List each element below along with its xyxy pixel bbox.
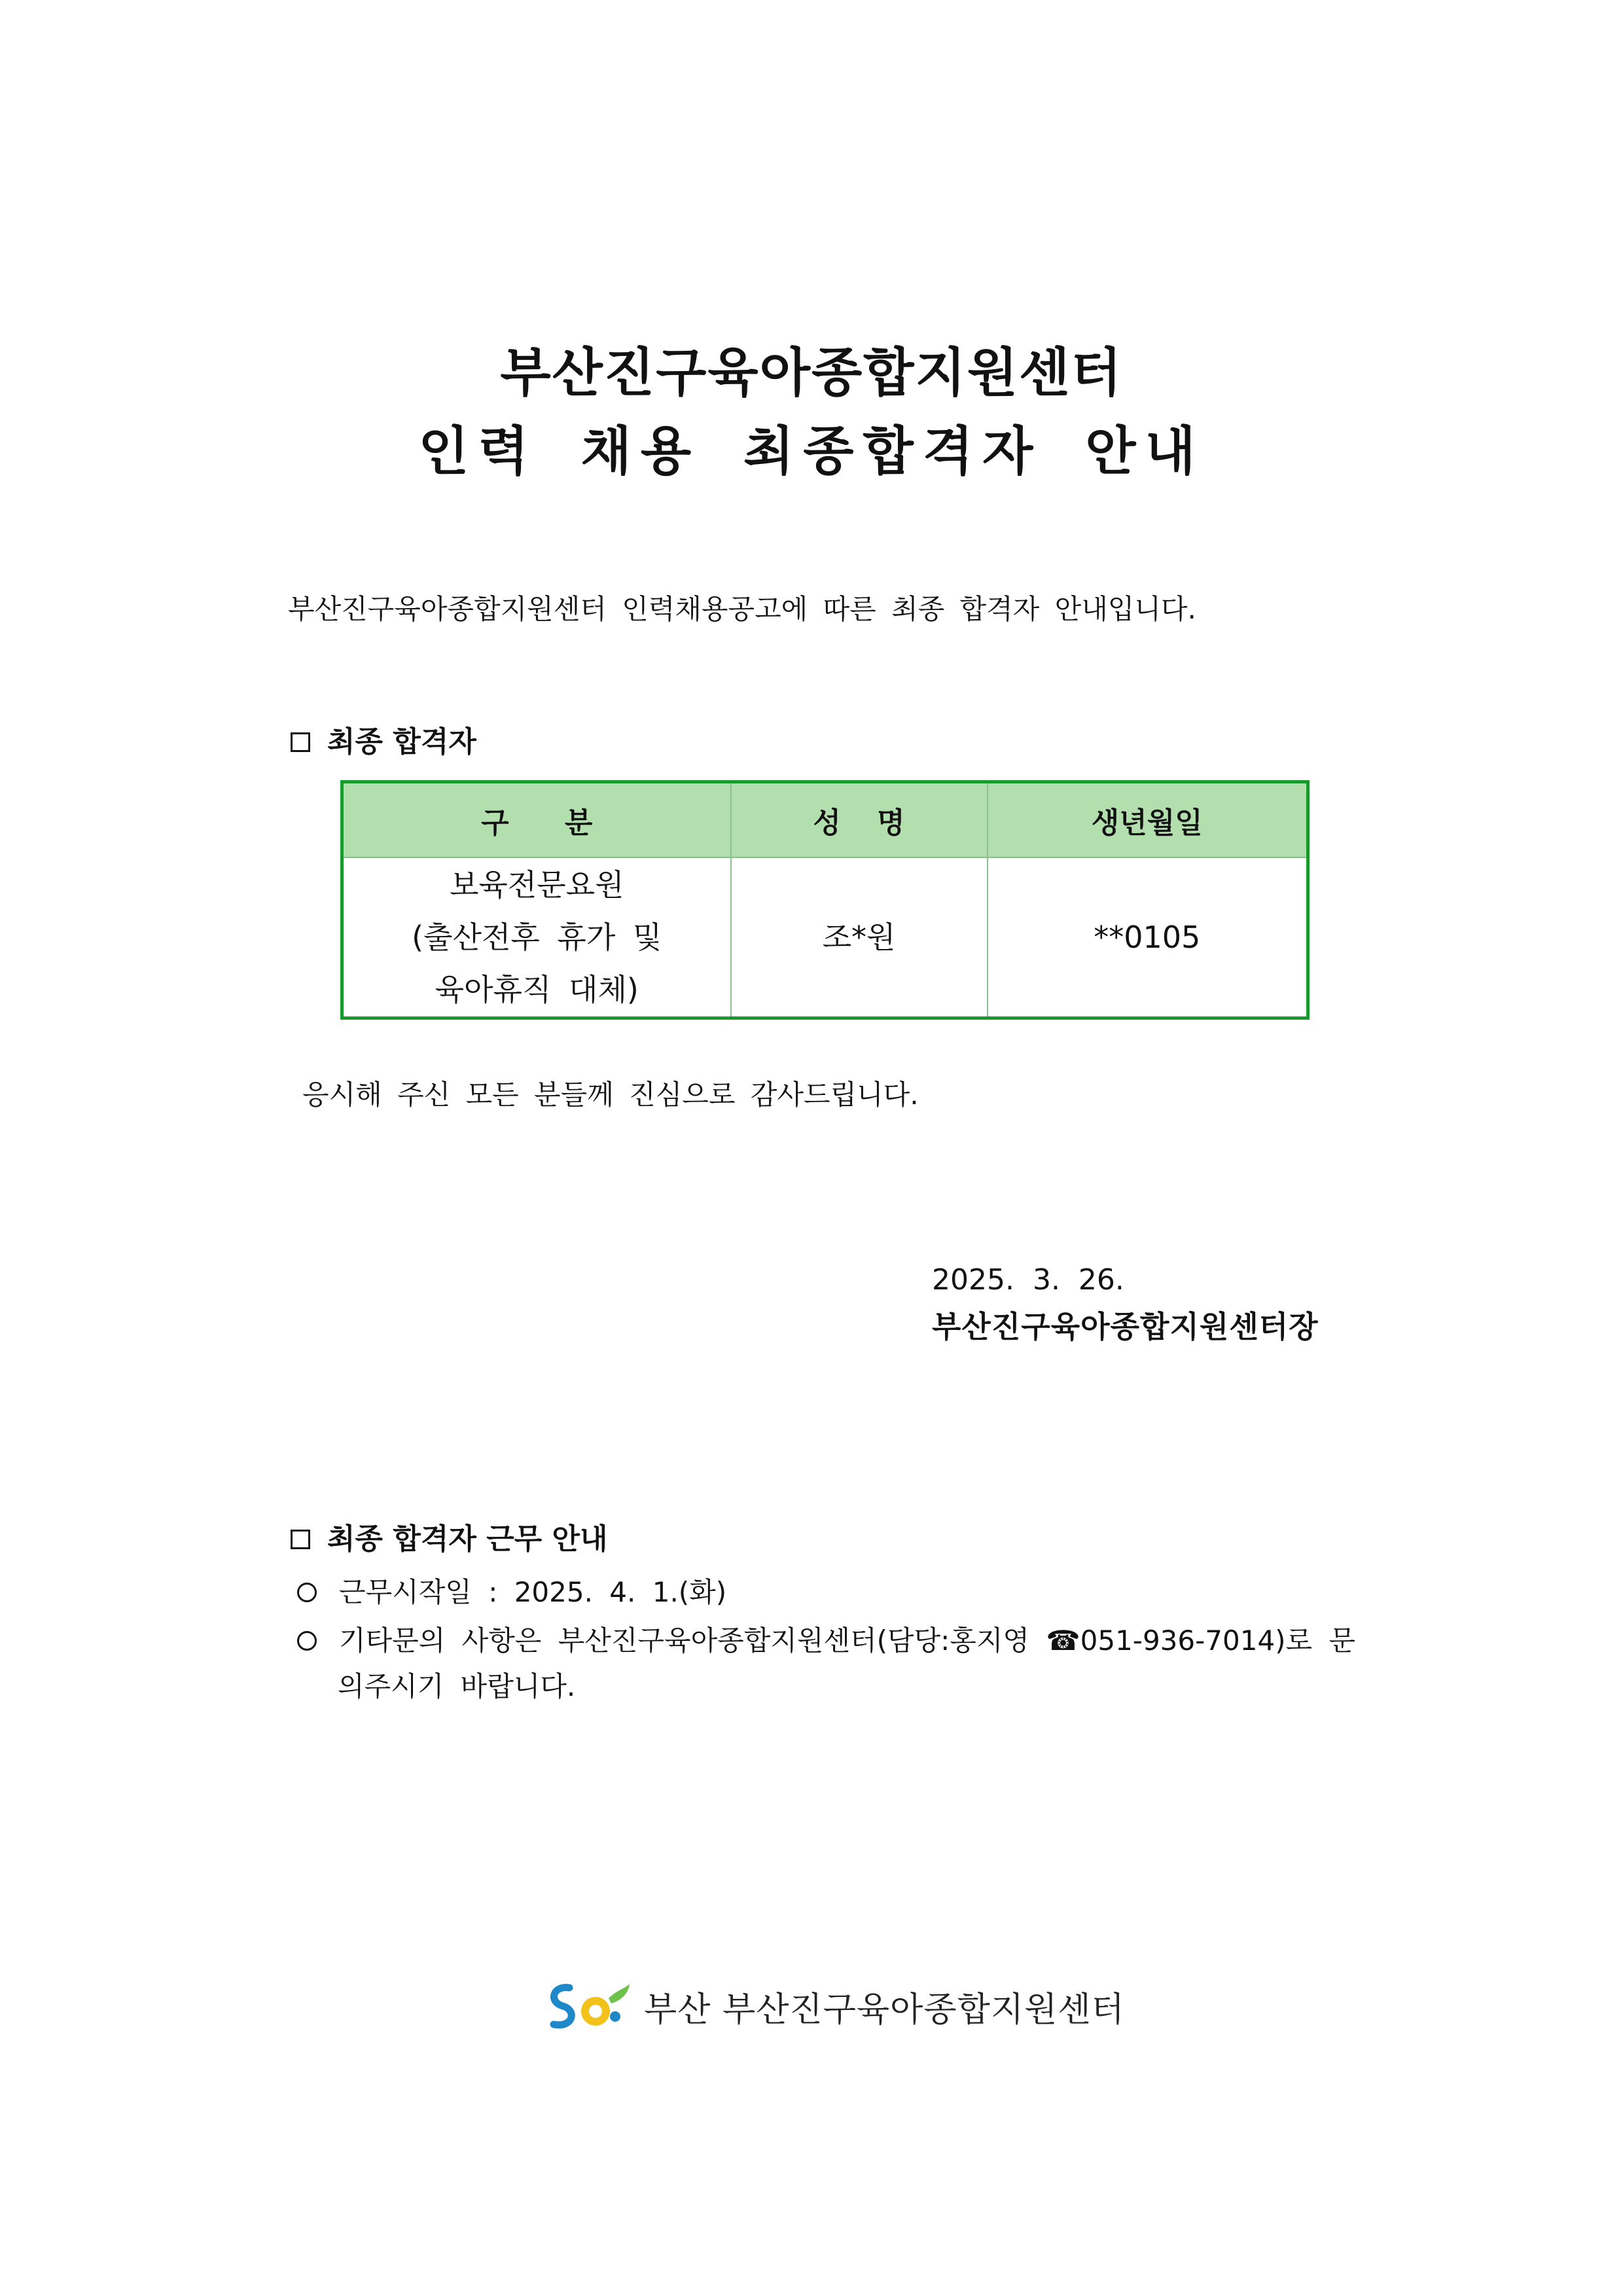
issue-date: 2025. 3. 26.: [932, 1263, 1124, 1297]
circle-bullet-icon: [297, 1583, 317, 1602]
category-line: 육아휴직 대체): [435, 972, 639, 1007]
center-logo-icon: [543, 1979, 632, 2034]
signer: 부산진구육아종합지원센터장: [932, 1309, 1319, 1344]
category-line: 보육전문요원: [449, 867, 624, 903]
result-table: [340, 780, 1310, 1020]
circle-bullet-icon: [297, 1631, 317, 1651]
checkbox-icon: [291, 1530, 310, 1549]
section-heading-final-passers: [291, 725, 476, 759]
column-header-category: 구 분: [342, 782, 731, 858]
cell-name: 조*원: [731, 857, 988, 1018]
footer-logo-text: 부산 부산진구육아종합지원센터: [644, 1990, 1125, 2030]
section-heading-work-info: [291, 1522, 608, 1556]
table-row: [342, 857, 1308, 1018]
footer-logo: [543, 1977, 1125, 2036]
list-item-text-continued: 의주시기 바랍니다.: [338, 1670, 576, 1702]
page-subtitle: 인력 채용 최종합격자 안내: [418, 421, 1205, 482]
table-header-row: [342, 782, 1308, 858]
intro-text: 부산진구육아종합지원센터 인력채용공고에 따른 최종 합격자 안내입니다.: [288, 593, 1196, 625]
checkbox-icon: [291, 732, 310, 752]
list-item: [297, 1624, 1356, 1657]
page-title: 부산진구육아종합지원센터: [500, 342, 1123, 403]
section-heading-label: 최종 합격자 근무 안내: [327, 1522, 608, 1556]
category-line: (출산전후 휴가 및: [412, 920, 662, 955]
column-header-name: 성 명: [731, 782, 988, 858]
section-heading-label: 최종 합격자: [327, 725, 476, 759]
list-item: [297, 1576, 727, 1608]
list-item-text: 기타문의 사항은 부산진구육아종합지원센터(담당:홍지영 ☎051-936-7014)로 문: [339, 1624, 1356, 1657]
cell-birthdate: **0105: [988, 857, 1308, 1018]
cell-category: [342, 857, 731, 1018]
list-item-text: 근무시작일 : 2025. 4. 1.(화): [339, 1576, 727, 1608]
thanks-text: 응시해 주신 모든 분들께 진심으로 감사드립니다.: [302, 1079, 919, 1111]
column-header-birthdate: 생년월일: [988, 782, 1308, 858]
